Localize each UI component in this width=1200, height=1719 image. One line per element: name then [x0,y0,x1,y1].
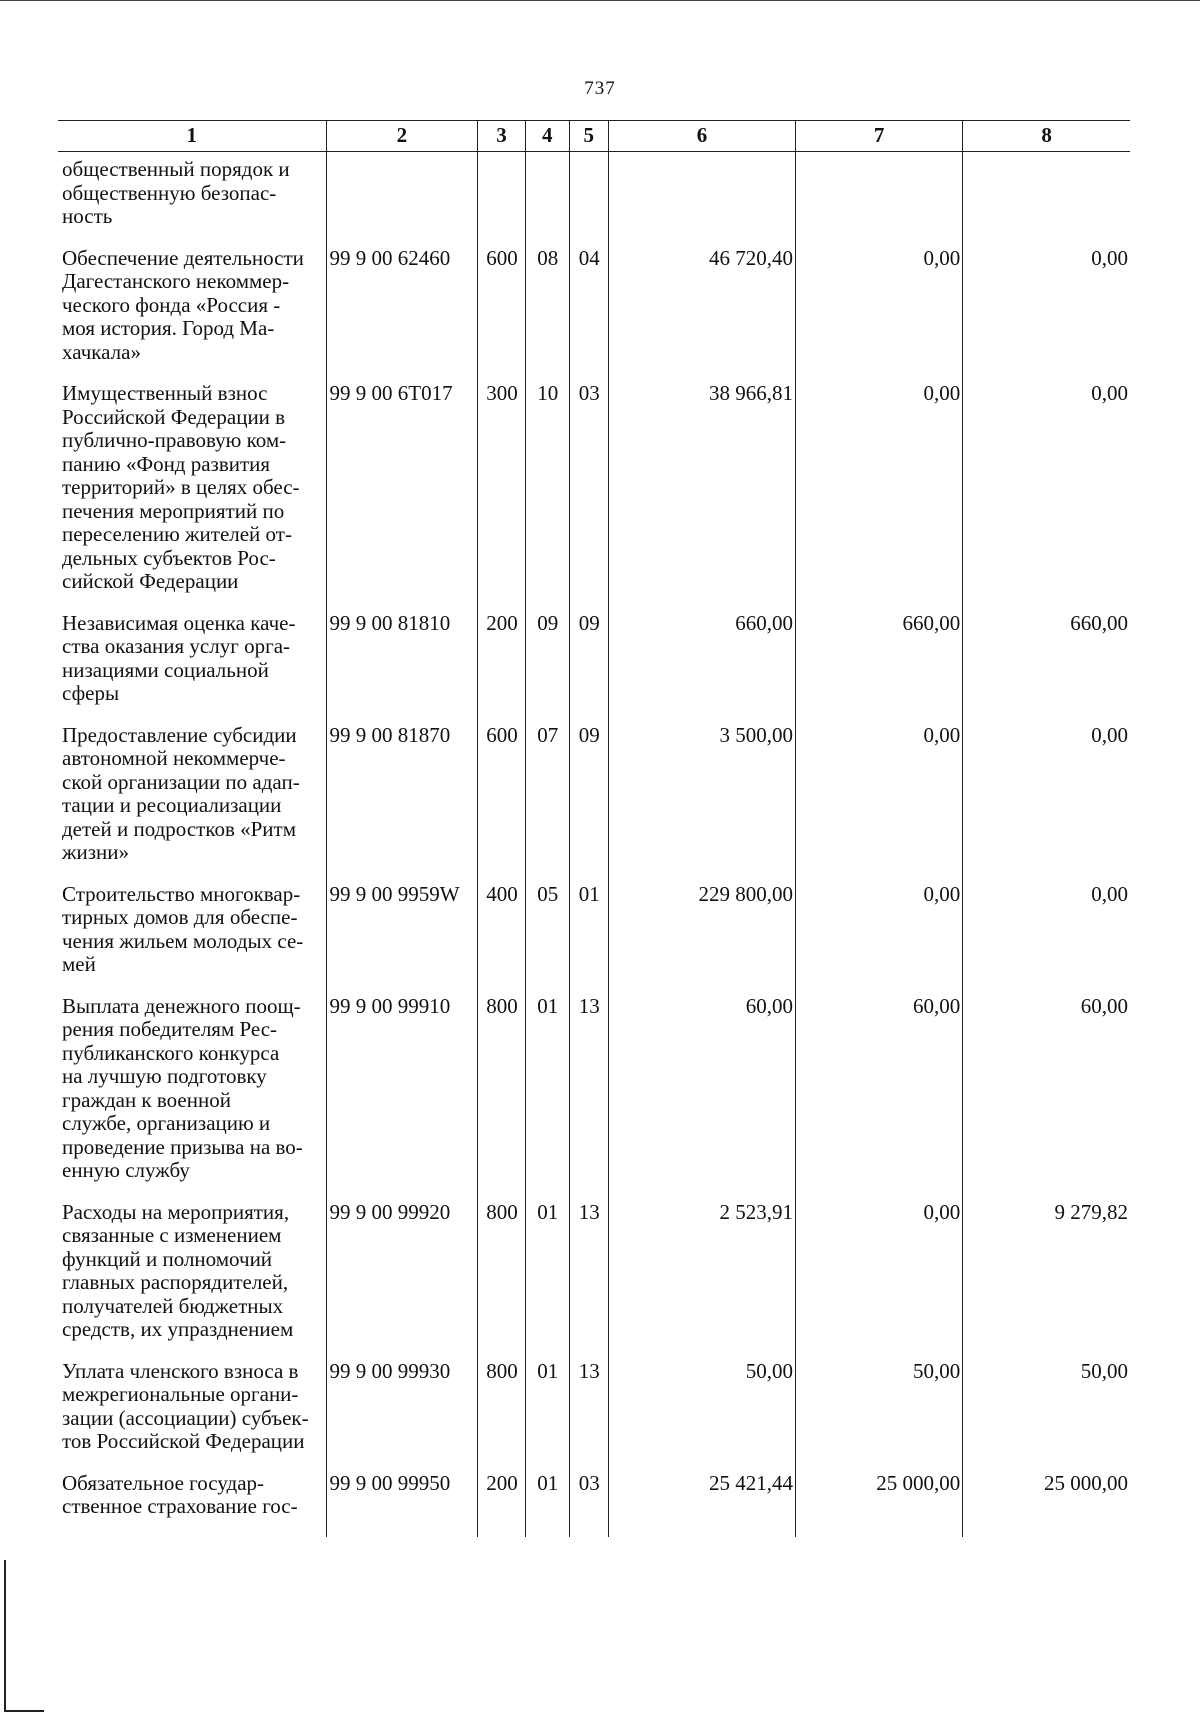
description-line: зации (ассоциации) субъек- [62,1405,309,1430]
description-line: функций и полномочий [62,1246,273,1271]
expense-type-code: 600 [478,247,526,383]
scan-corner-mark [4,1710,44,1712]
table-row [58,1201,1130,1360]
amount-col-7: 0,00 [796,1201,963,1360]
description-line: публично-правовую ком- [62,428,287,452]
description-line: моя история. Город Ма- [62,316,275,340]
subsection-code: 09 [569,724,608,883]
subsection-code: 13 [569,995,608,1201]
row-description [58,724,326,883]
table-row [58,152,1130,247]
section-code [525,152,569,247]
description-line: автономной некоммерче- [62,746,286,770]
amount-col-6: 25 421,44 [609,1472,796,1537]
amount-col-8: 25 000,00 [963,1472,1130,1537]
table-row [58,883,1130,995]
description-line: ность [62,204,113,228]
section-code: 01 [525,1201,569,1360]
description-line: Независимая оценка каче- [62,610,296,635]
description-line: чения жильем молодых се- [62,928,304,953]
description-line: детей и подростков «Ритм [62,816,297,841]
amount-col-6: 660,00 [609,612,796,724]
expense-type-code: 800 [478,995,526,1201]
budget-classification-code: 99 9 00 99920 [326,1201,478,1360]
budget-classification-code: 99 9 00 99930 [326,1360,478,1472]
expense-type-code: 200 [478,1472,526,1537]
description-line: сферы [62,681,120,705]
section-code: 10 [525,382,569,612]
amount-col-7: 660,00 [796,612,963,724]
amount-col-8: 50,00 [963,1360,1130,1472]
table-row [58,724,1130,883]
row-description [58,995,326,1201]
description-line: ческого фонда «Россия - [62,292,281,317]
amount-col-7 [796,152,963,247]
section-code: 07 [525,724,569,883]
table-row [58,1472,1130,1537]
subsection-code: 13 [569,1201,608,1360]
row-description [58,1472,326,1537]
header-cell: 5 [569,121,608,152]
section-code: 09 [525,612,569,724]
budget-classification-code: 99 9 00 62460 [326,247,478,383]
subsection-code: 03 [569,1472,608,1537]
table-row [58,382,1130,612]
amount-col-6: 3 500,00 [609,724,796,883]
subsection-code: 09 [569,612,608,724]
description-line: панию «Фонд развития [62,451,271,476]
table-body [58,152,1130,1537]
description-line: дельных субъектов Рос- [62,545,276,570]
description-line: хачкала» [62,339,141,364]
expense-type-code: 400 [478,883,526,995]
subsection-code: 03 [569,382,608,612]
amount-col-7: 0,00 [796,724,963,883]
description-line: Предоставление субсидии [62,722,297,747]
table-row [58,995,1130,1201]
row-description [58,382,326,612]
description-line: ства оказания услуг орга- [62,634,291,658]
section-code: 01 [525,1472,569,1537]
amount-col-6: 50,00 [609,1360,796,1472]
expense-type-code [478,152,526,247]
description-line: Расходы на мероприятия, [62,1199,290,1224]
budget-classification-code [326,152,478,247]
description-line: тации и ресоциализации [62,793,282,817]
budget-classification-code: 99 9 00 99950 [326,1472,478,1537]
top-edge-rule [0,0,1200,1]
description-line: енную службу [62,1158,190,1182]
description-line: Строительство многоквар- [62,881,301,906]
amount-col-7: 0,00 [796,247,963,383]
description-line: Имущественный взнос [62,381,268,405]
description-line: получателей бюджетных [62,1293,284,1318]
expense-type-code: 800 [478,1360,526,1472]
amount-col-8 [963,152,1130,247]
expense-type-code: 300 [478,382,526,612]
amount-col-8: 0,00 [963,382,1130,612]
amount-col-6: 2 523,91 [609,1201,796,1360]
amount-col-6 [609,152,796,247]
description-line: ской организации по адап- [62,769,300,794]
budget-table [58,120,1130,1537]
header-row [58,121,1130,152]
expense-type-code: 600 [478,724,526,883]
description-line: территорий» в целях обес- [62,475,300,499]
page-number: 737 [584,78,616,99]
row-description [58,152,326,247]
description-line: жизни» [62,840,130,864]
description-line: сийской Федерации [62,569,239,593]
description-line: связанные с изменением [62,1223,282,1247]
table-row [58,612,1130,724]
scan-edge-mark [4,1560,6,1710]
description-line: общественную безопас- [62,180,277,205]
description-line: межрегиональные органи- [62,1382,299,1406]
header-cell: 7 [796,121,963,152]
description-line: переселению жителей от- [62,522,292,546]
subsection-code: 13 [569,1360,608,1472]
table-row [58,1360,1130,1472]
expense-type-code: 800 [478,1201,526,1360]
description-line: средств, их упразднением [62,1317,294,1341]
budget-classification-code: 99 9 00 81810 [326,612,478,724]
row-description [58,883,326,995]
amount-col-6: 46 720,40 [609,247,796,383]
subsection-code: 04 [569,247,608,383]
description-line: проведение призыва на во- [62,1134,303,1159]
description-line: Выплата денежного поощ- [62,993,301,1018]
description-line: Обеспечение деятельности [62,245,304,270]
description-line: ственное страхование гос- [62,1494,298,1518]
section-code: 05 [525,883,569,995]
row-description [58,612,326,724]
section-code: 01 [525,1360,569,1472]
amount-col-6: 60,00 [609,995,796,1201]
amount-col-7: 60,00 [796,995,963,1201]
description-line: публиканского конкурса [62,1040,280,1065]
section-code: 01 [525,995,569,1201]
description-line: тов Российской Федерации [62,1429,305,1453]
row-description [58,247,326,383]
description-line: низациями социальной [62,657,269,682]
budget-classification-code: 99 9 00 6Т017 [326,382,478,612]
amount-col-8: 0,00 [963,724,1130,883]
description-line: тирных домов для обеспе- [62,905,298,929]
budget-classification-code: 99 9 00 9959W [326,883,478,995]
description-line: на лучшую подготовку [62,1064,267,1088]
row-description [58,1360,326,1472]
description-line: Обязательное государ- [62,1470,265,1495]
row-description [58,1201,326,1360]
description-line: Дагестанского некоммер- [62,269,290,293]
description-line: печения мероприятий по [62,498,285,523]
header-cell: 3 [478,121,526,152]
amount-col-7: 50,00 [796,1360,963,1472]
subsection-code [569,152,608,247]
table-row [58,247,1130,383]
amount-col-7: 0,00 [796,883,963,995]
description-line: общественный порядок и [62,157,290,181]
header-cell: 4 [525,121,569,152]
subsection-code: 01 [569,883,608,995]
amount-col-8: 0,00 [963,247,1130,383]
description-line: службе, организацию и [62,1111,271,1135]
amount-col-8: 9 279,82 [963,1201,1130,1360]
description-line: главных распорядителей, [62,1270,289,1294]
expense-type-code: 200 [478,612,526,724]
budget-classification-code: 99 9 00 99910 [326,995,478,1201]
amount-col-8: 60,00 [963,995,1130,1201]
header-cell: 1 [58,121,326,152]
header-cell: 6 [609,121,796,152]
amount-col-6: 38 966,81 [609,382,796,612]
amount-col-8: 660,00 [963,612,1130,724]
description-line: граждан к военной [62,1087,231,1112]
budget-classification-code: 99 9 00 81870 [326,724,478,883]
header-cell: 2 [326,121,478,152]
amount-col-7: 25 000,00 [796,1472,963,1537]
description-line: Российской Федерации в [62,404,286,429]
amount-col-7: 0,00 [796,382,963,612]
amount-col-6: 229 800,00 [609,883,796,995]
header-cell: 8 [963,121,1130,152]
section-code: 08 [525,247,569,383]
amount-col-8: 0,00 [963,883,1130,995]
description-line: рения победителям Рес- [62,1017,278,1041]
description-line: мей [62,952,96,976]
description-line: Уплата членского взноса в [62,1358,299,1383]
